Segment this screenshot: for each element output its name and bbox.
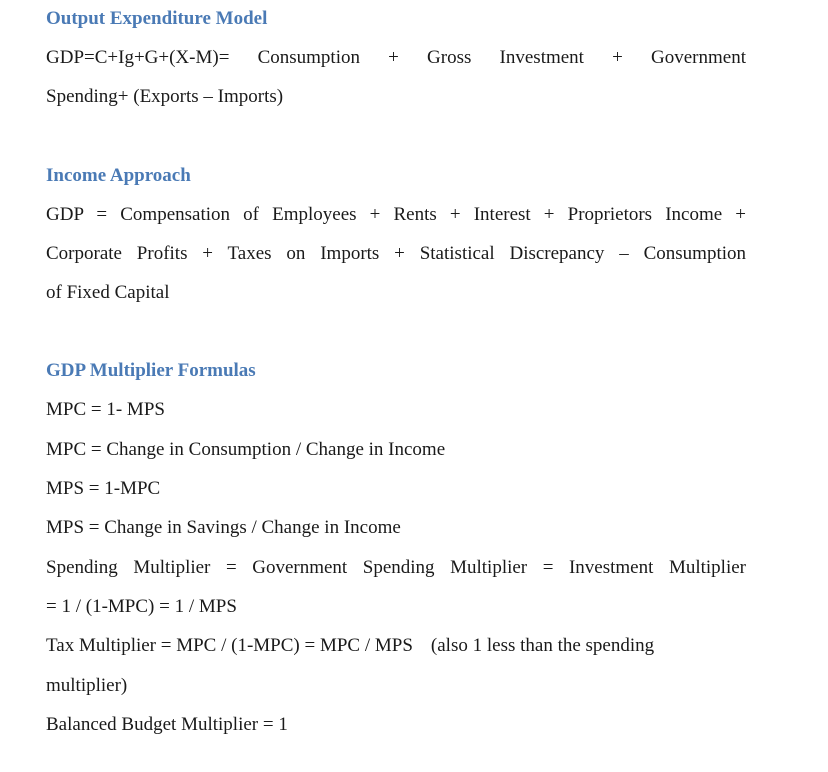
income-line-2: Corporate Profits + Taxes on Imports + Statistical Discrepancy – Consumption — [46, 242, 746, 264]
multiplier-line-6: = 1 / (1-MPC) = 1 / MPS — [46, 595, 237, 617]
document-page — [46, 4, 746, 744]
output-expenditure-heading: Output Expenditure Model — [46, 8, 268, 29]
multiplier-line-3: MPS = 1-MPC — [46, 478, 161, 500]
tax-multiplier-note: (also 1 less than the spending — [430, 635, 655, 657]
tax-multiplier-formula: Tax Multiplier = MPC / (1-MPC) = MPC / MPS — [46, 635, 413, 657]
multiplier-line-4: MPS = Change in Savings / Change in Income — [46, 517, 401, 539]
multiplier-line-1: MPC = 1- MPS — [46, 399, 165, 421]
output-line-1: GDP=C+Ig+G+(X-M)= Consumption + Gross Investment + Government — [46, 47, 746, 68]
multiplier-line-9: Balanced Budget Multiplier = 1 — [46, 713, 288, 735]
income-line-1: GDP = Compensation of Employees + Rents + Interest + Proprietors Income + — [46, 203, 746, 225]
income-line-3: of Fixed Capital — [46, 282, 170, 304]
multiplier-line-2: MPC = Change in Consumption / Change in Income — [46, 438, 446, 460]
gdp-multiplier-heading: GDP Multiplier Formulas — [46, 360, 256, 382]
multiplier-line-8: multiplier) — [46, 674, 128, 696]
multiplier-line-7 — [46, 626, 746, 665]
income-approach-section — [46, 161, 746, 313]
income-approach-heading: Income Approach — [46, 164, 191, 186]
output-line-2: Spending+ (Exports – Imports) — [46, 86, 284, 108]
multiplier-line-5: Spending Multiplier = Government Spending Multiplier = Investment Multiplier — [46, 556, 746, 578]
gdp-multiplier-section — [46, 356, 746, 744]
output-expenditure-section — [46, 4, 746, 117]
